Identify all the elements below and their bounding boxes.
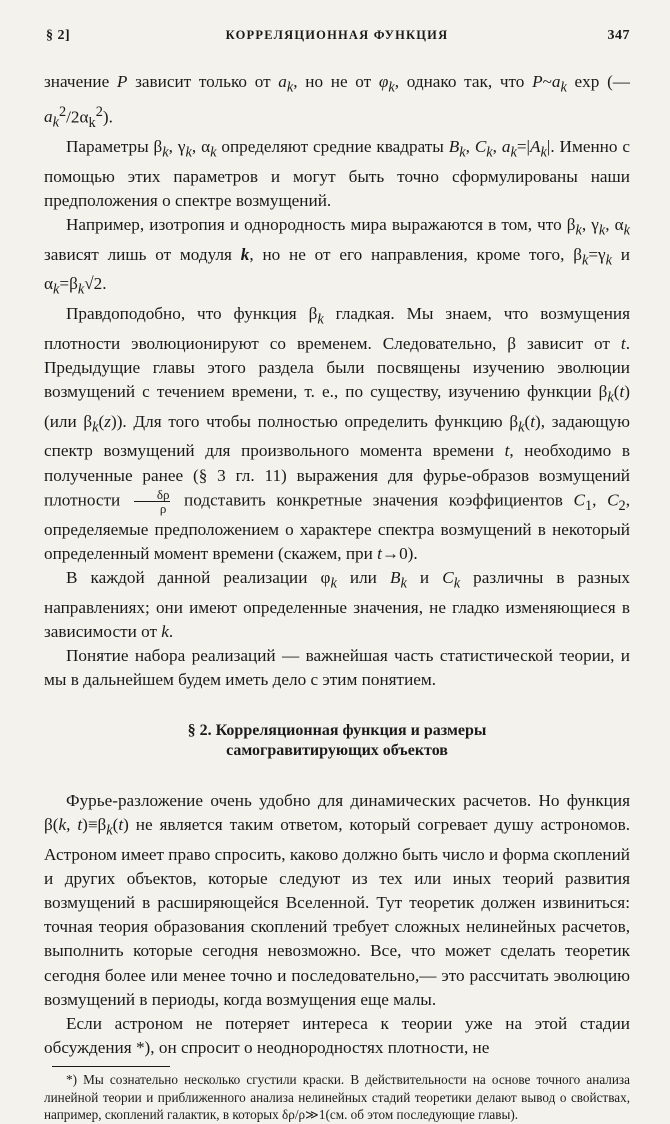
section-heading-line-1: § 2. Корреляционная функция и размеры (187, 721, 487, 739)
paragraph-5: В каждой данной реализации $\varphi_k$ или $B_k$ и $C_k$ различны в разных направлениях; они имеют определенные значения, не гладко изменяющиеся в зависимости от k. (44, 568, 630, 642)
paragraph-7: Фурье-разложение очень удобно для динамических расчетов. Но функция β(k, $t)\equiv\beta_k(t)$ не является таким ответом, который согревает душу астрономов. Астроном имеет право спросить, каково должно быть число и форма скоплений и других объектов, которые следуют из тех или иных теорий развития возмущений в расширяющейся Вселенной. Тут теоретик должен извиниться: точная теория образования скоплений требует сложных нелинейных расчетов, выполнить которые сегодня невозможно. Все, что может сделать теоретик сегодня более или менее точно и последовательно,— это рассчитать эволюцию возмущений в периоды, когда возмущения еще малы. (44, 790, 631, 1009)
paragraph-8: Если астроном не потеряет интереса к теории уже на этой стадии обсуждения *), он спросит о неоднородностях плотности, не (44, 1013, 630, 1058)
book-page (44, 22, 630, 1124)
section-marker: § 2] (46, 28, 71, 43)
page-body (44, 70, 630, 1060)
section-heading-line-2: самогравитирующих объектов (226, 741, 448, 759)
fraction-delta-rho: $\frac{\delta\rho}{\rho}$ (134, 488, 171, 515)
page-number: 347 (607, 28, 630, 43)
paragraph-1: значение P зависит только от $a_k$, но не от $\varphi_k$, однако так, что $P\sim a_k$ $\exp (—a_k^2/2\alpha_k^2)$. (44, 72, 630, 131)
running-header (44, 22, 630, 48)
paragraph-3: Например, изотропия и однородность мира выражаются в том, что $\beta_k$, $\gamma_k$, $\alpha_k$ зависят лишь от модуля k, но не от его направления, кроме того, $\beta_k=\gamma_k$ и $\alpha_k=\beta_k√2$. (44, 215, 630, 298)
paragraph-4: Правдоподобно, что функция $\beta_k$ гладкая. Мы знаем, что возмущения плотности эволюционируют со временем. Следовательно, β зависит от t. Предыдущие главы этого раздела были посвящены изучению эволюции возмущений с течением времени, т. е., по существу, изучению функции $\beta_k(t)$ (или $\beta_k(z)$). Для того чтобы полностью определить функцию $\beta_k(t)$, задающую спектр возмущений для произвольного момента времени t, необходимо в полученные ранее (§ 3 гл. 11) выражения для фурье-образов возмущений плотности $\frac{\delta\rho}{\rho}$ подставить конкретные значения коэффициентов $C_1$, $C_2$, определяемые предположением о характере спектра возмущений в некоторый определенный момент времени (скажем, при t→0). (44, 303, 631, 564)
paragraph-6: Понятие набора реализаций — важнейшая часть статистической теории, и мы в дальнейшем будем иметь дело с этим понятием. (44, 646, 630, 690)
footnote (44, 1071, 630, 1124)
section-heading (44, 721, 630, 761)
footnote-text: *) Мы сознательно несколько сгустили краски. В действительности на основе точного анализа линейной теории и приближенного анализа нелинейных стадий теоретики делают вывод о свойствах, например, скоплений галактик, в которых δρ/ρ≫1(см. об этом последующие главы). (44, 1072, 630, 1123)
running-title: КОРРЕЛЯЦИОННАЯ ФУНКЦИЯ (225, 28, 449, 42)
footnote-rule (52, 1066, 170, 1067)
paragraph-2: Параметры $\beta_k$, $\gamma_k$, $\alpha_k$ определяют средние квадраты $B_k$, $C_k$, $a_k=|A_k|$. Именно с помощью этих параметров и могут быть точно сформулированы наши предположения о спектре возмущений. (44, 137, 630, 210)
